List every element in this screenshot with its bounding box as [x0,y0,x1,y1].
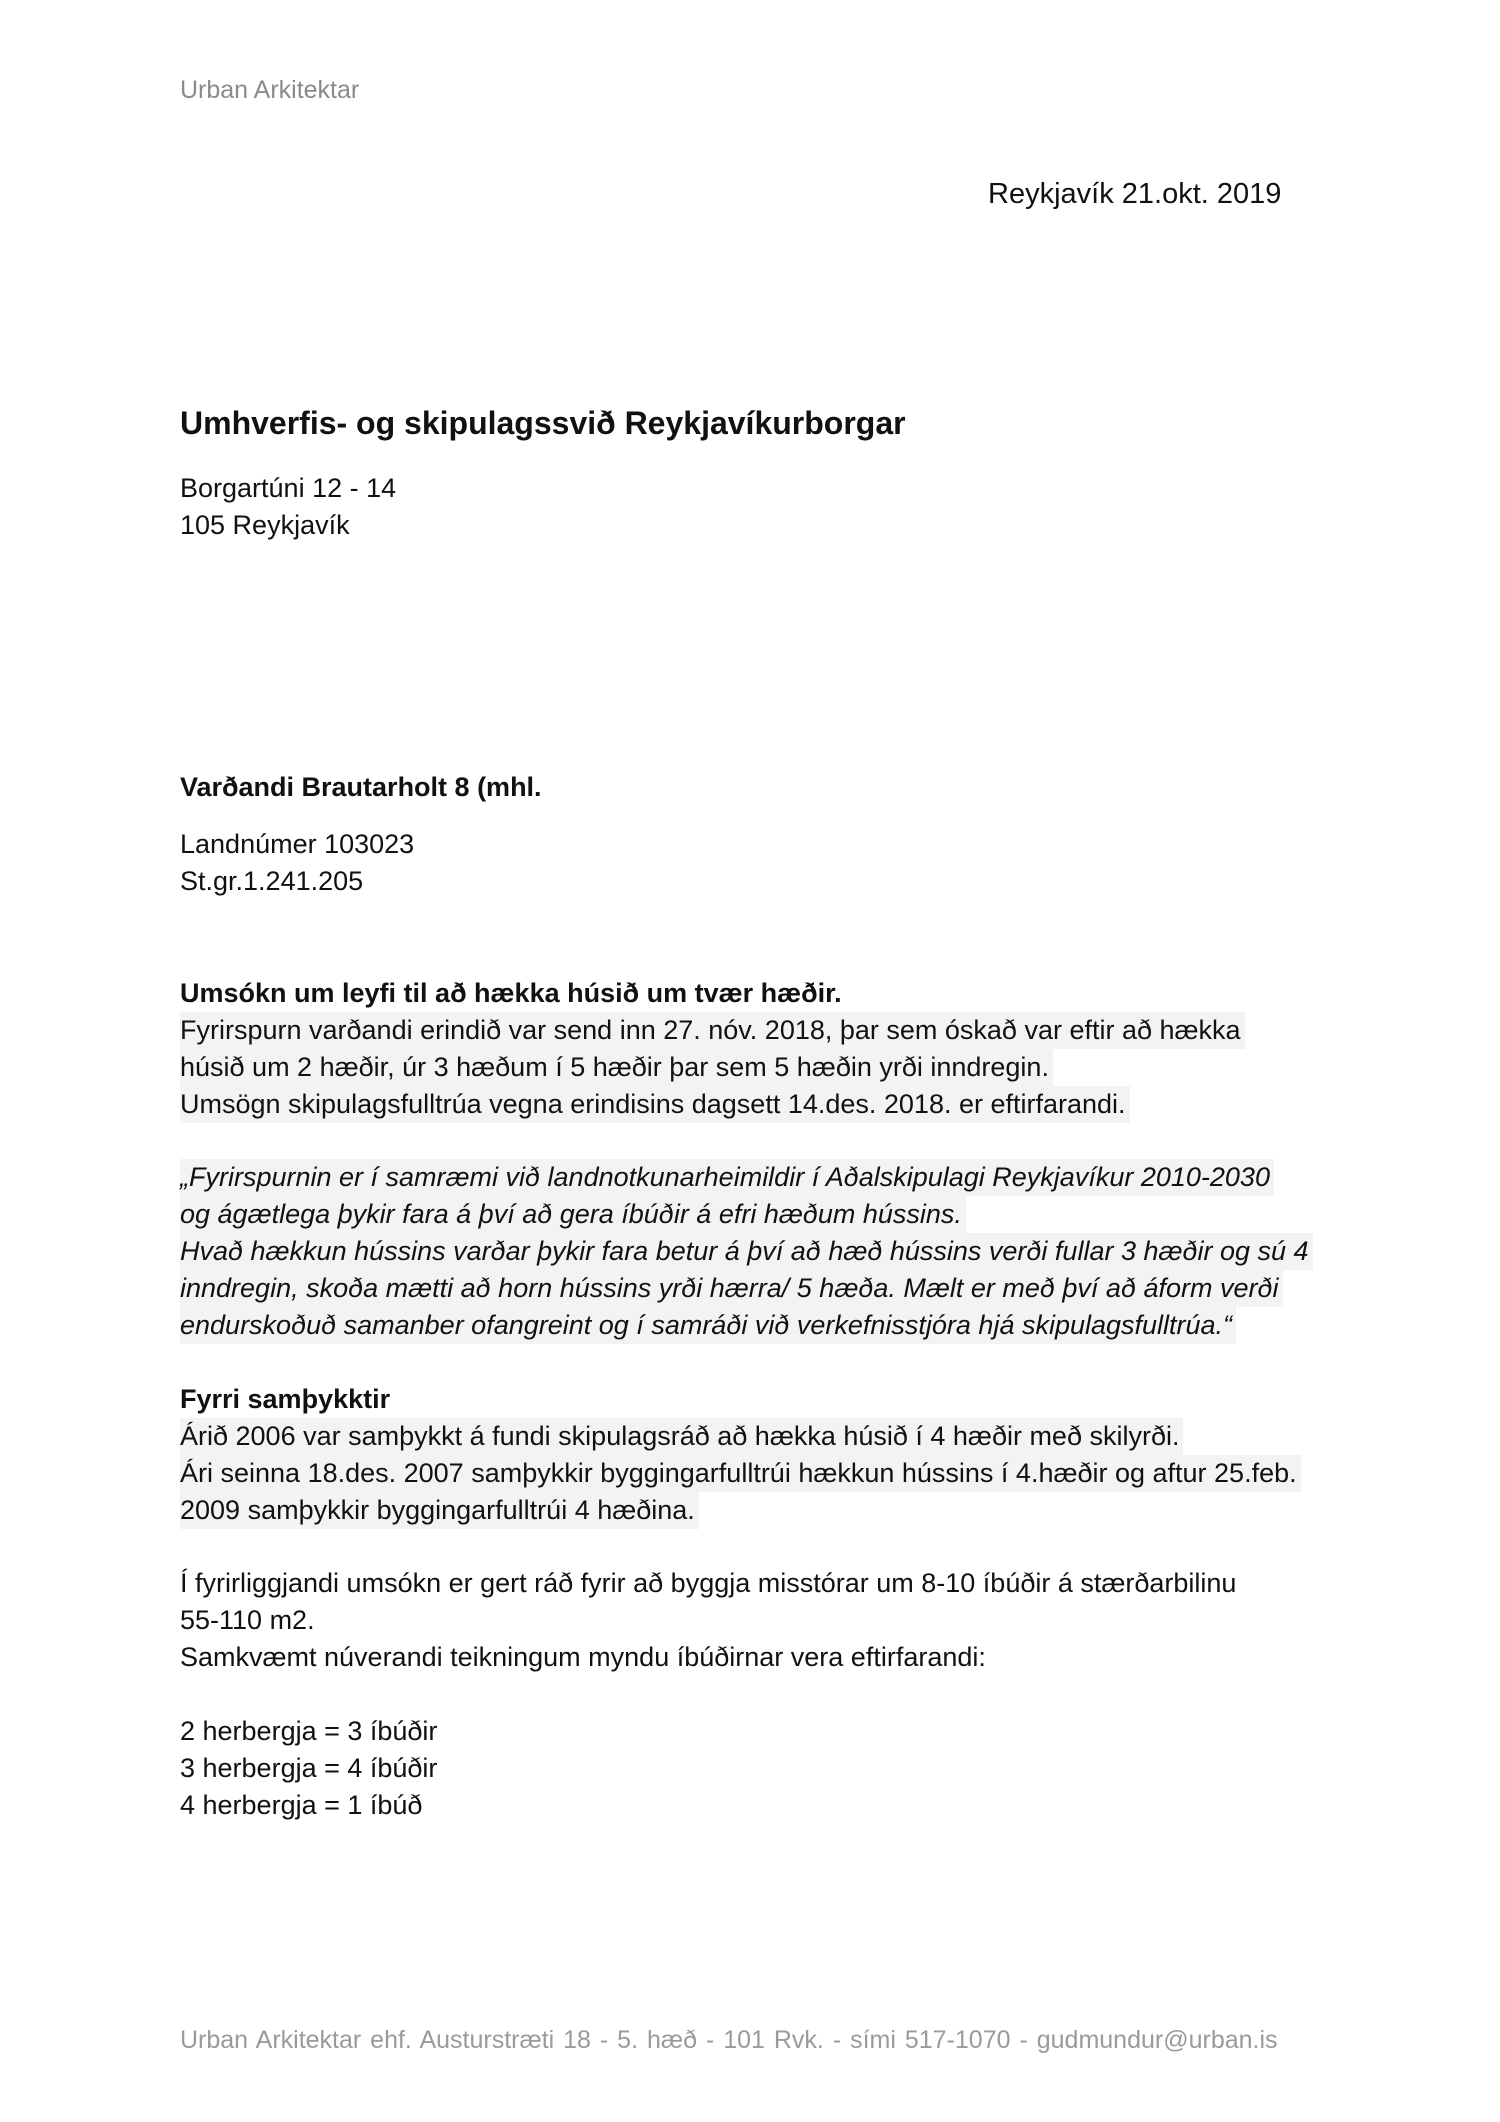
planning-officer-quote [180,1159,1313,1344]
unit-line: 4 herbergja = 1 íbúð [180,1790,423,1820]
street-number: St.gr.1.241.205 [180,866,364,896]
land-number: Landnúmer 103023 [180,829,415,859]
letterhead-footer: Urban Arkitektar ehf. Austurstræti 18 - 5. hæð - 101 Rvk. - sími 517-1070 - gudmundur@urban.is [180,2026,1278,2054]
quote-line: endurskoðuð samanber ofangreint og í samráði við verkefnisstjóra hjá skipulagsfulltrúa.“ [180,1307,1313,1344]
proposal-section [180,1565,1236,1676]
letter-date: Reykjavík 21.okt. 2019 [988,178,1282,210]
application-section [180,975,1245,1123]
quote-line: Hvað hækkun hússins varðar þykir fara betur á því að hæð hússins verði fullar 3 hæðir og sú 4 [180,1233,1313,1270]
application-line: Fyrirspurn varðandi erindið var send inn 27. nóv. 2018, þar sem óskað var eftir að hækka [180,1012,1245,1049]
quote-line: „Fyrirspurnin er í samræmi við landnotkunarheimildir í Aðalskipulagi Reykjavíkur 2010-2030 [180,1159,1313,1196]
proposal-line: 55-110 m2. [180,1605,315,1635]
unit-breakdown [180,1713,437,1824]
application-line: Umsögn skipulagsfulltrúa vegna erindisins dagsett 14.des. 2018. er eftirfarandi. [180,1086,1245,1123]
prior-line: Ári seinna 18.des. 2007 samþykkir byggingarfulltrúi hækkun hússins í 4.hæðir og aftur 25.feb. [180,1455,1301,1492]
recipient-address-line2: 105 Reykjavík [180,510,350,540]
quote-line: inndregin, skoða mætti að horn hússins yrði hærra/ 5 hæða. Mælt er með því að áform verði [180,1270,1313,1307]
proposal-line: Samkvæmt núverandi teikningum myndu íbúðirnar vera eftirfarandi: [180,1642,986,1672]
unit-line: 2 herbergja = 3 íbúðir [180,1716,438,1746]
proposal-line: Í fyrirliggjandi umsókn er gert ráð fyrir að byggja misstórar um 8-10 íbúðir á stærðarbilinu [180,1568,1237,1598]
application-line: húsið um 2 hæðir, úr 3 hæðum í 5 hæðir þar sem 5 hæðin yrði inndregin. [180,1049,1245,1086]
letterhead-brand: Urban Arkitektar [180,76,360,104]
unit-line: 3 herbergja = 4 íbúðir [180,1753,438,1783]
recipient-address-line1: Borgartúni 12 - 14 [180,473,397,503]
prior-line: Árið 2006 var samþykkt á fundi skipulagsráð að hækka húsið í 4 hæðir með skilyrði. [180,1418,1301,1455]
prior-approvals-section [180,1381,1301,1529]
recipient-name: Umhverfis- og skipulagssvið Reykjavíkurborgar [180,405,906,441]
prior-approvals-heading: Fyrri samþykktir [180,1384,391,1414]
quote-line: og ágætlega þykir fara á því að gera íbúðir á efri hæðum hússins. [180,1196,1313,1233]
application-heading: Umsókn um leyfi til að hækka húsið um tvær hæðir. [180,978,842,1008]
prior-line: 2009 samþykkir byggingarfulltrúi 4 hæðina. [180,1492,1301,1529]
subject-title: Varðandi Brautarholt 8 (mhl. [180,772,542,802]
